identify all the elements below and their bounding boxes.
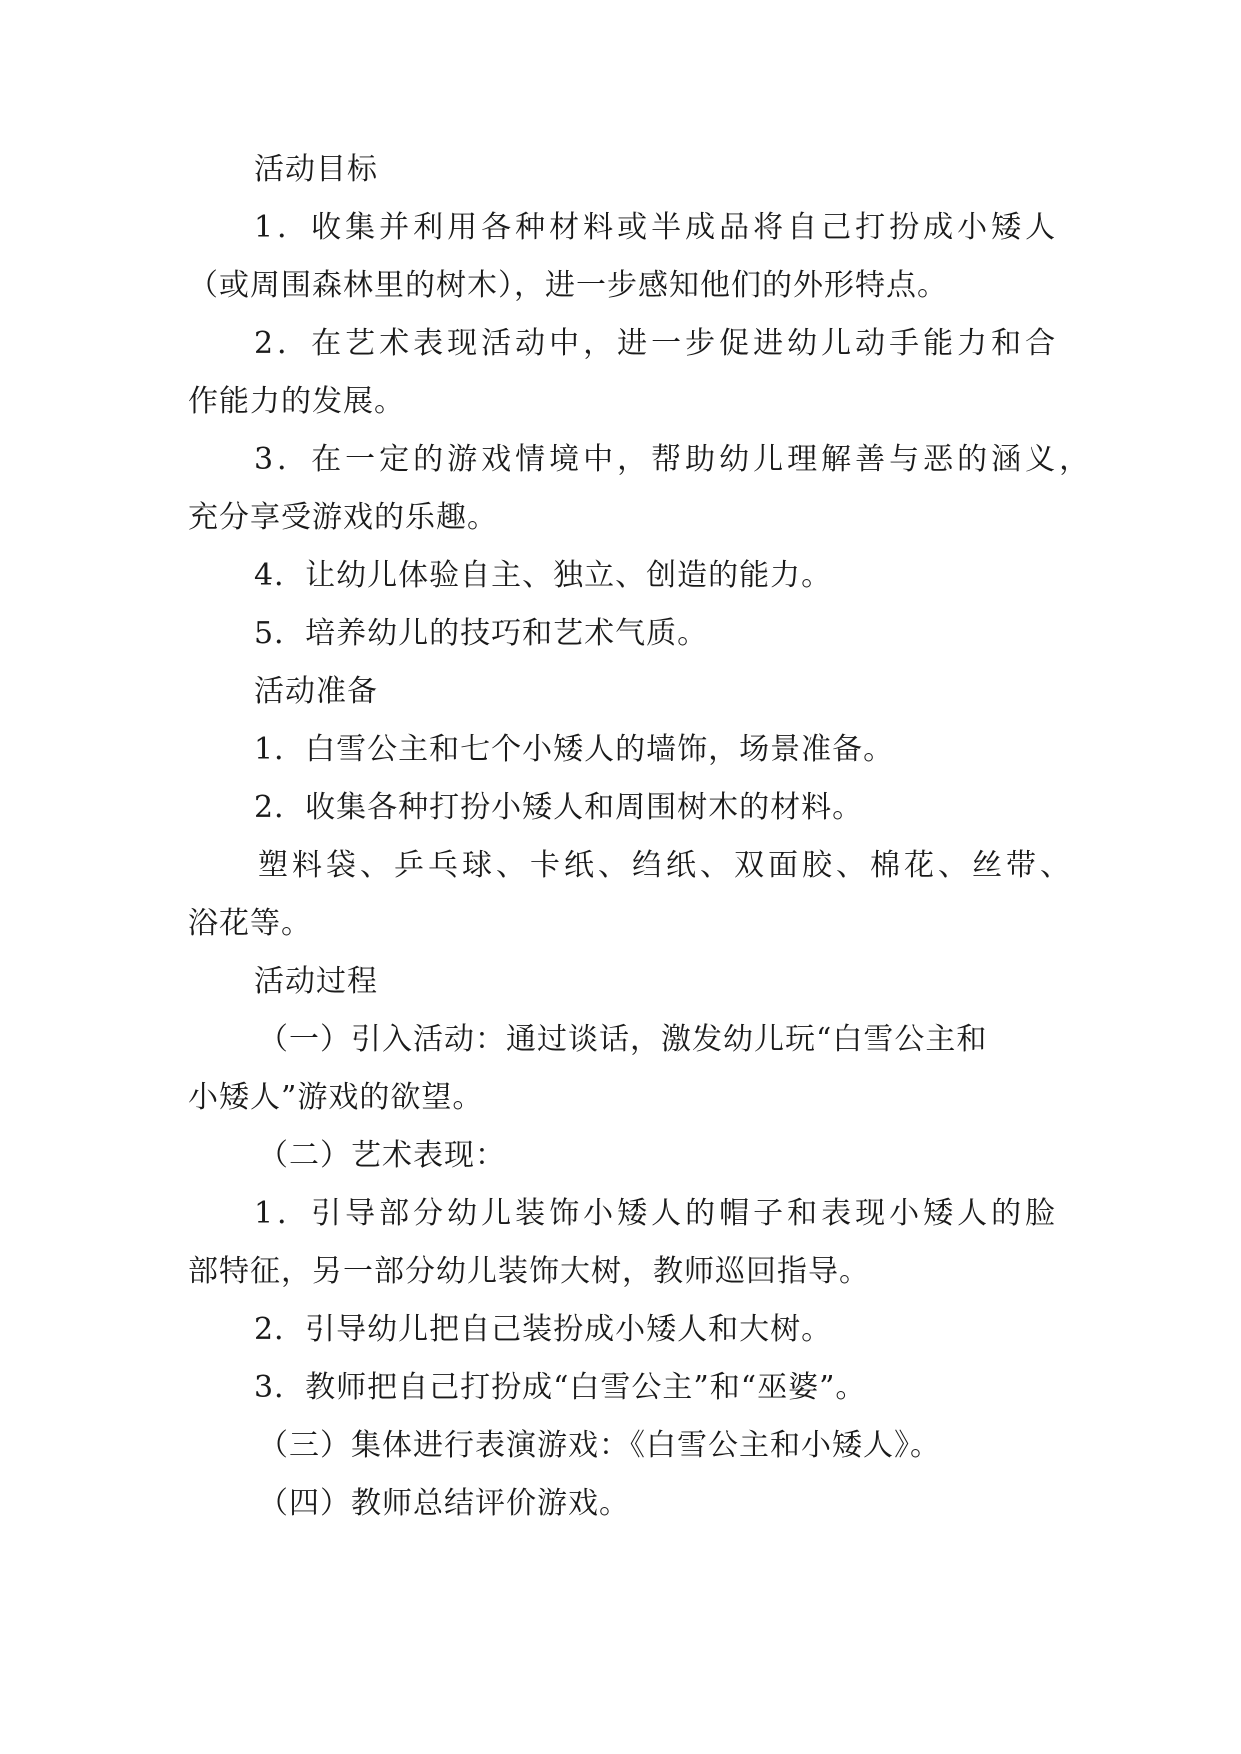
heading-activity-goals: 活动目标: [254, 152, 378, 187]
goal-4: 4．让幼儿体验自主、独立、创造的能力。: [254, 558, 833, 593]
goal-5: 5．培养幼儿的技巧和艺术气质。: [254, 616, 709, 651]
prep-2: 2．收集各种打扮小矮人和周围树木的材料。: [254, 790, 864, 825]
heading-activity-preparation: 活动准备: [254, 674, 378, 709]
step-1-line-1: （一）引入活动：通过谈话，激发幼儿玩“白雪公主和: [258, 1022, 988, 1057]
materials-line-2: 浴花等。: [188, 906, 312, 941]
goal-3-line-1: 3．在一定的游戏情境中，帮助幼儿理解善与恶的涵义，: [254, 442, 1094, 477]
step-2-item-2: 2．引导幼儿把自己装扮成小矮人和大树。: [254, 1312, 833, 1347]
materials-line-1: 塑料袋、乒乓球、卡纸、绉纸、双面胶、棉花、丝带、: [258, 848, 1074, 883]
step-2-item-1-line-1: 1．引导部分幼儿装饰小矮人的帽子和表现小矮人的脸: [254, 1196, 1060, 1231]
goal-3-line-2: 充分享受游戏的乐趣。: [188, 500, 498, 535]
goal-2-line-2: 作能力的发展。: [188, 384, 405, 419]
heading-activity-process: 活动过程: [254, 964, 378, 999]
step-2-heading: （二）艺术表现：: [258, 1138, 506, 1173]
goal-2-line-1: 2．在艺术表现活动中，进一步促进幼儿动手能力和合: [254, 326, 1060, 361]
step-2-item-3: 3．教师把自己打扮成“白雪公主”和“巫婆”。: [254, 1370, 867, 1405]
prep-1: 1．白雪公主和七个小矮人的墙饰，场景准备。: [254, 732, 895, 767]
goal-1-line-2: （或周围森林里的树木），进一步感知他们的外形特点。: [188, 268, 948, 303]
step-2-item-1-line-2: 部特征，另一部分幼儿装饰大树，教师巡回指导。: [188, 1254, 870, 1289]
goal-1-line-1: 1．收集并利用各种材料或半成品将自己打扮成小矮人: [254, 210, 1060, 245]
step-4: （四）教师总结评价游戏。: [258, 1486, 630, 1521]
step-1-line-2: 小矮人”游戏的欲望。: [188, 1080, 484, 1115]
step-3: （三）集体进行表演游戏：《白雪公主和小矮人》。: [258, 1428, 941, 1463]
